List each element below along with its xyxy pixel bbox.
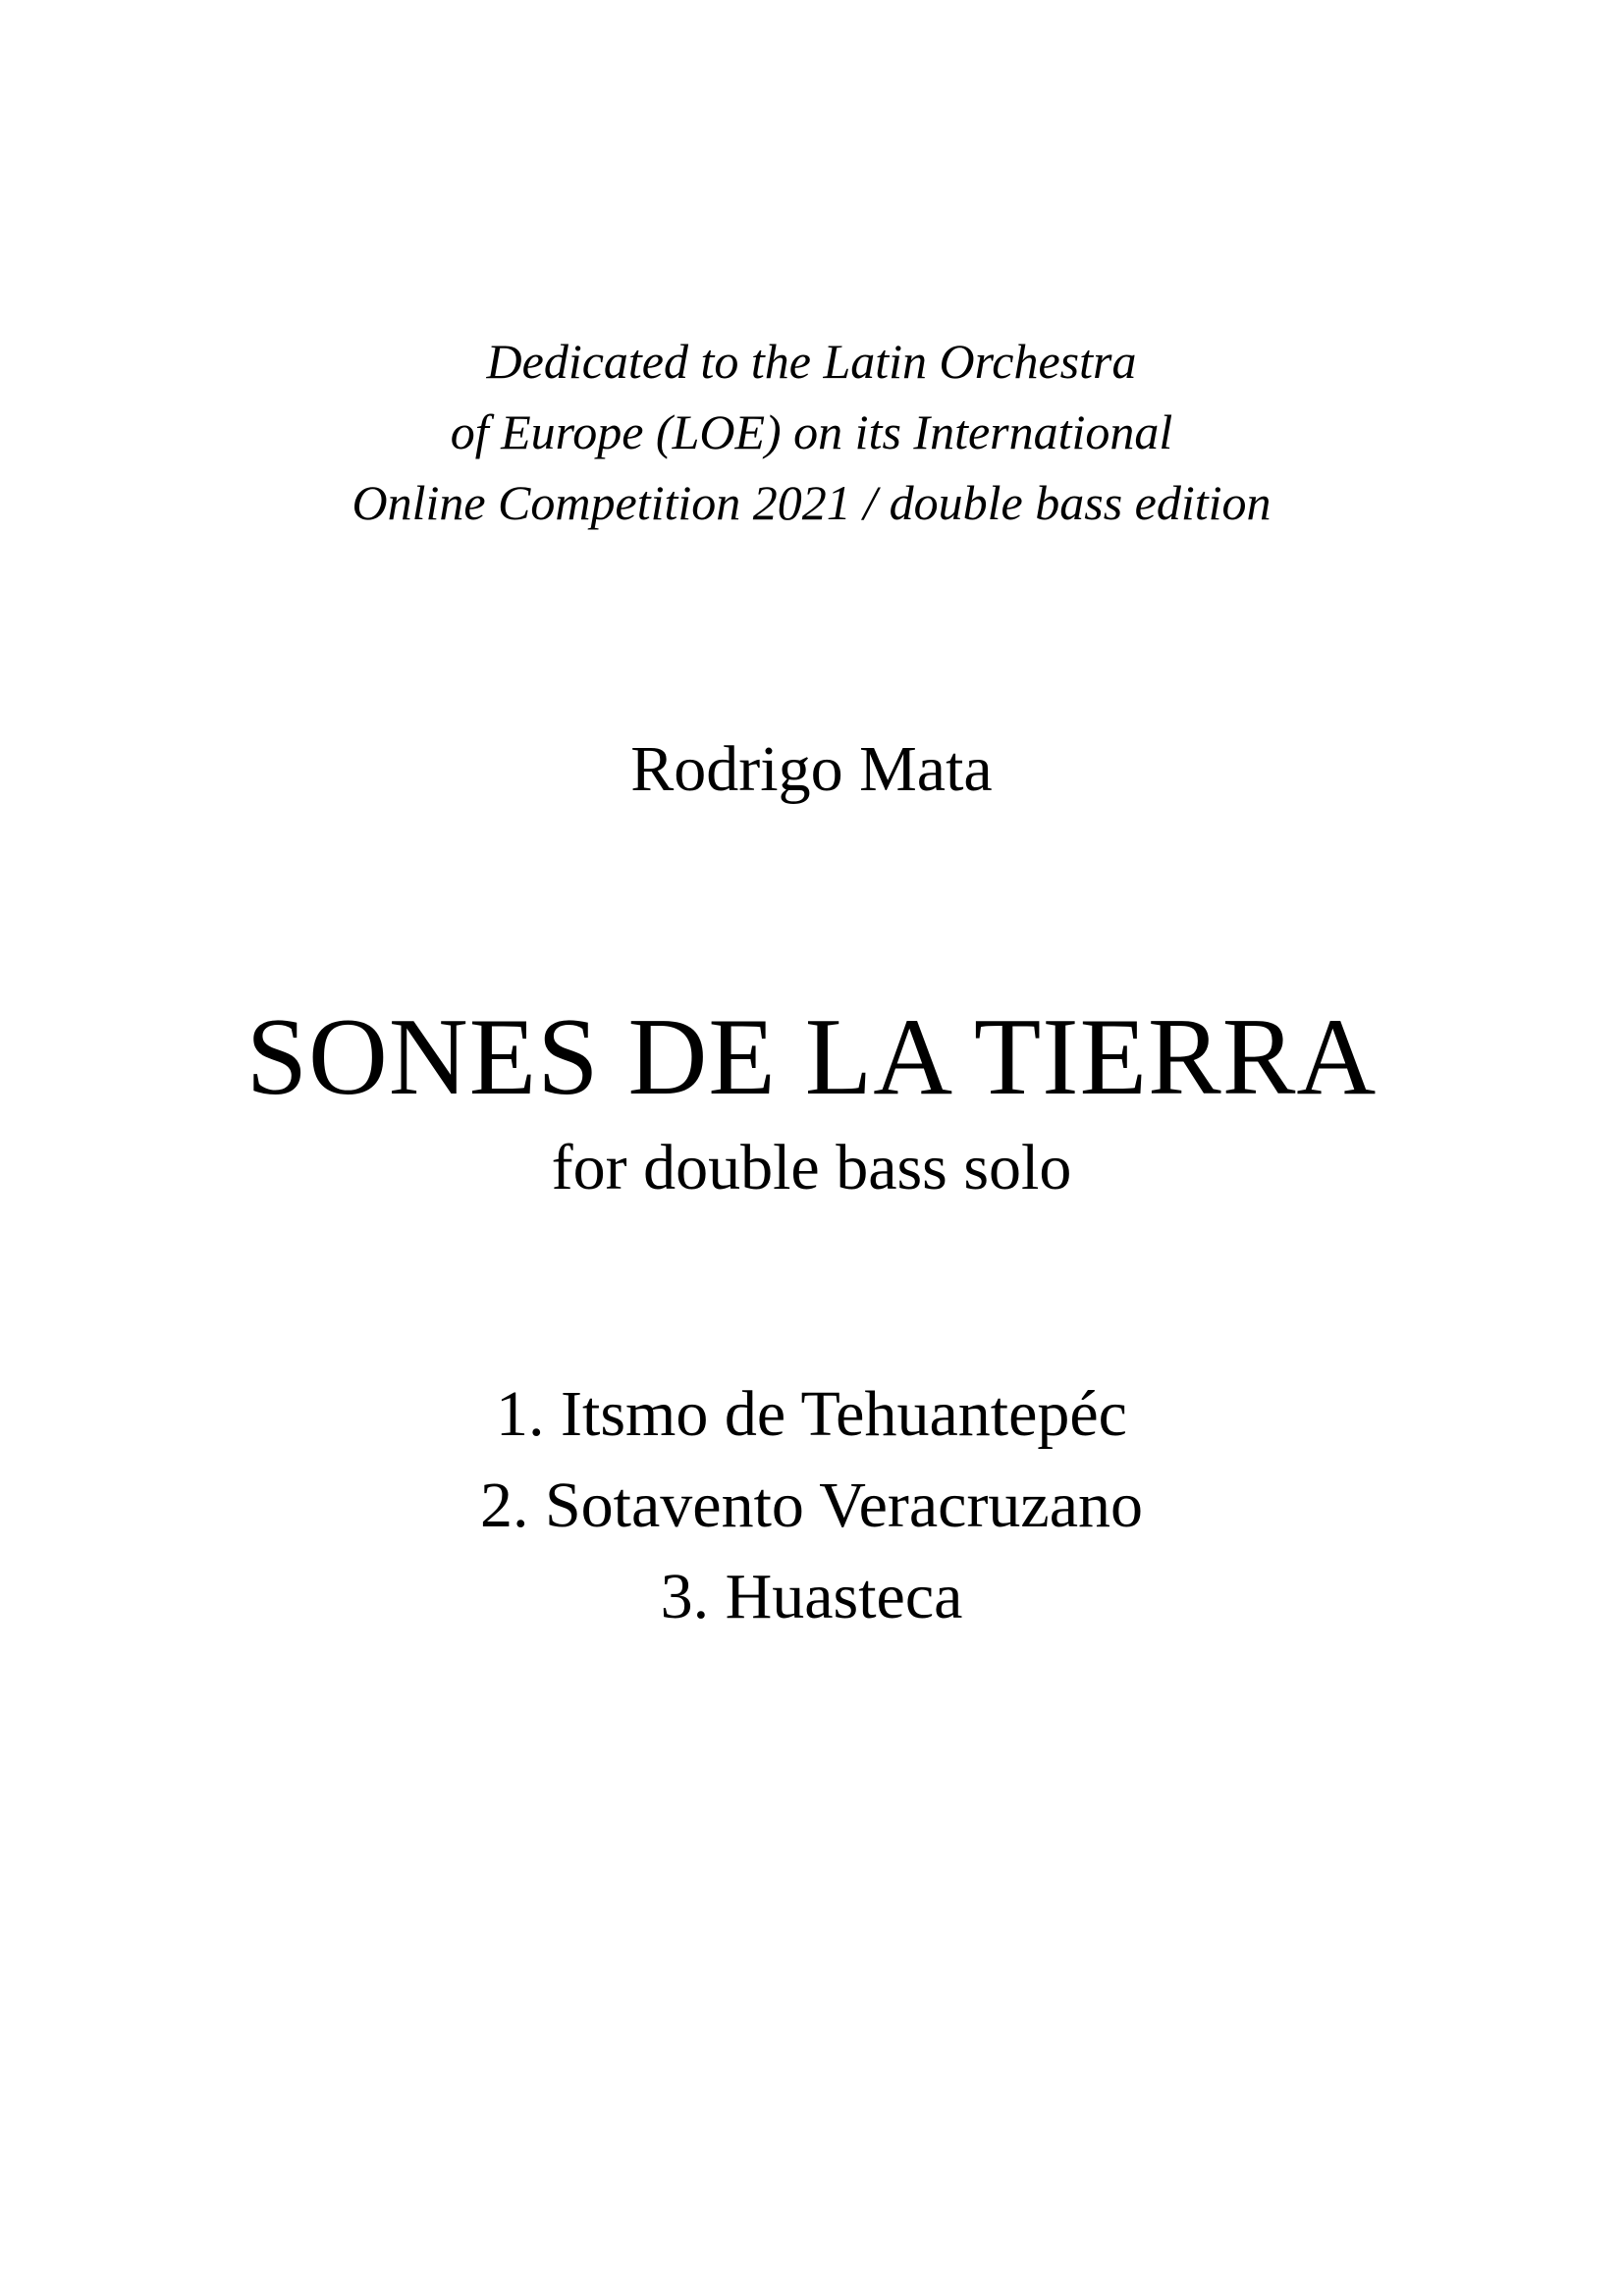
dedication [0, 326, 1623, 538]
dedication-line: of Europe (LOE) on its International [450, 404, 1173, 459]
dedication-line: Dedicated to the Latin Orchestra [486, 334, 1137, 389]
movement-item: 2. Sotavento Veracruzano [479, 1469, 1144, 1541]
composer-name: Rodrigo Mata [630, 733, 993, 805]
dedication-line: Online Competition 2021 / double bass edition [352, 475, 1271, 530]
work-subtitle: for double bass solo [551, 1132, 1072, 1203]
movement-item: 3. Huasteca [660, 1561, 963, 1632]
movement-list [0, 1368, 1623, 1642]
work-title: SONES DE LA TIERRA [245, 996, 1378, 1118]
movement-item: 1. Itsmo de Tehuantepéc [496, 1378, 1127, 1450]
